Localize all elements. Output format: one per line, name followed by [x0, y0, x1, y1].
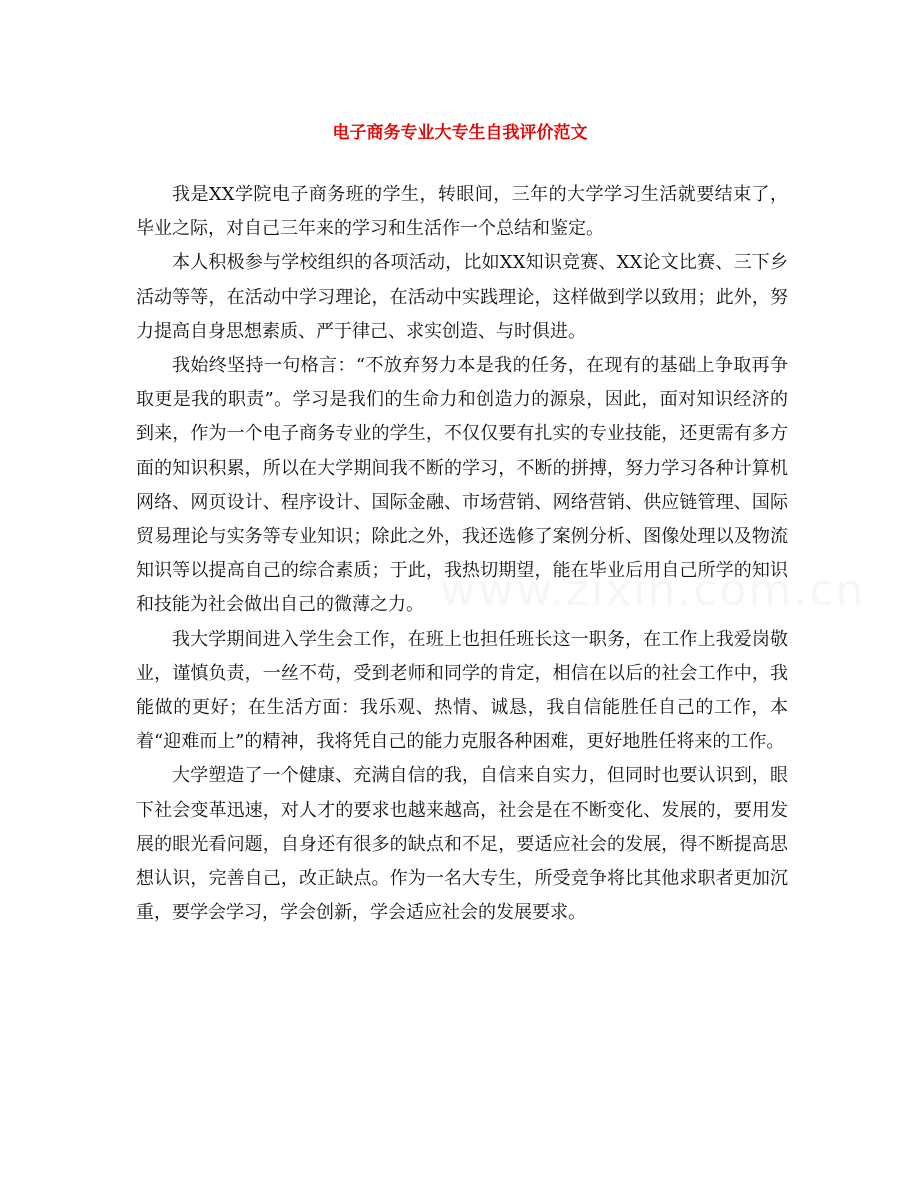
paragraph-4: 我大学期间进入学生会工作，在班上也担任班长这一职务，在工作上我爱岗敬业，谨慎负责，一丝不苟，受到老师和同学的肯定，相信在以后的社会工作中，我能做的更好；在生活方面：我乐观、热情、诚恳，我自信能胜任自己的工作，本着“迎难而上”的精神，我将凭自己的能力克服各种困难，更好地胜任将来的工作。 [136, 628, 788, 753]
paragraph-2: 本人积极参与学校组织的各项活动，比如XX知识竞赛、XX论文比赛、三下乡活动等等，在活动中学习理论，在活动中实践理论，这样做到学以致用；此外，努力提高自身思想素质、严于律己、求实创造、与时俱进。 [136, 252, 788, 342]
paragraph-5: 大学塑造了一个健康、充满自信的我，自信来自实力，但同时也要认识到，眼下社会变革迅速，对人才的要求也越来越高，社会是在不断变化、发展的，要用发展的眼光看问题，自身还有很多的缺点和不足，要适应社会的发展，得不断提高思想认识，完善自己，改正缺点。作为一名大专生，所受竞争将比其他求职者更加沉重，要学会学习，学会创新，学会适应社会的发展要求。 [136, 765, 788, 924]
paragraph-1: 我是XX学院电子商务班的学生，转眼间，三年的大学学习生活就要结束了，毕业之际，对自己三年来的学习和生活作一个总结和鉴定。 [136, 184, 788, 240]
document-title: 电子商务专业大专生自我评价范文 [332, 123, 588, 143]
paragraph-3: 我始终坚持一句格言：“不放弃努力本是我的任务，在现有的基础上争取再争取更是我的职责”。学习是我们的生命力和创造力的源泉，因此，面对知识经济的到来，作为一个电子商务专业的学生，不仅仅要有扎实的专业技能，还更需有多方面的知识积累，所以在大学期间我不断的学习，不断的拼搏，努力学习各种计算机网络、网页设计、程序设计、国际金融、市场营销、网络营销、供应链管理、国际贸易理论与实务等专业知识；除此之外，我还选修了案例分析、图像处理以及物流知识等以提高自己的综合素质；于此，我热切期望，能在毕业后用自己所学的知识和技能为社会做出自己的微薄之力。 [136, 355, 788, 616]
watermark [440, 565, 865, 616]
document-body [136, 178, 788, 930]
